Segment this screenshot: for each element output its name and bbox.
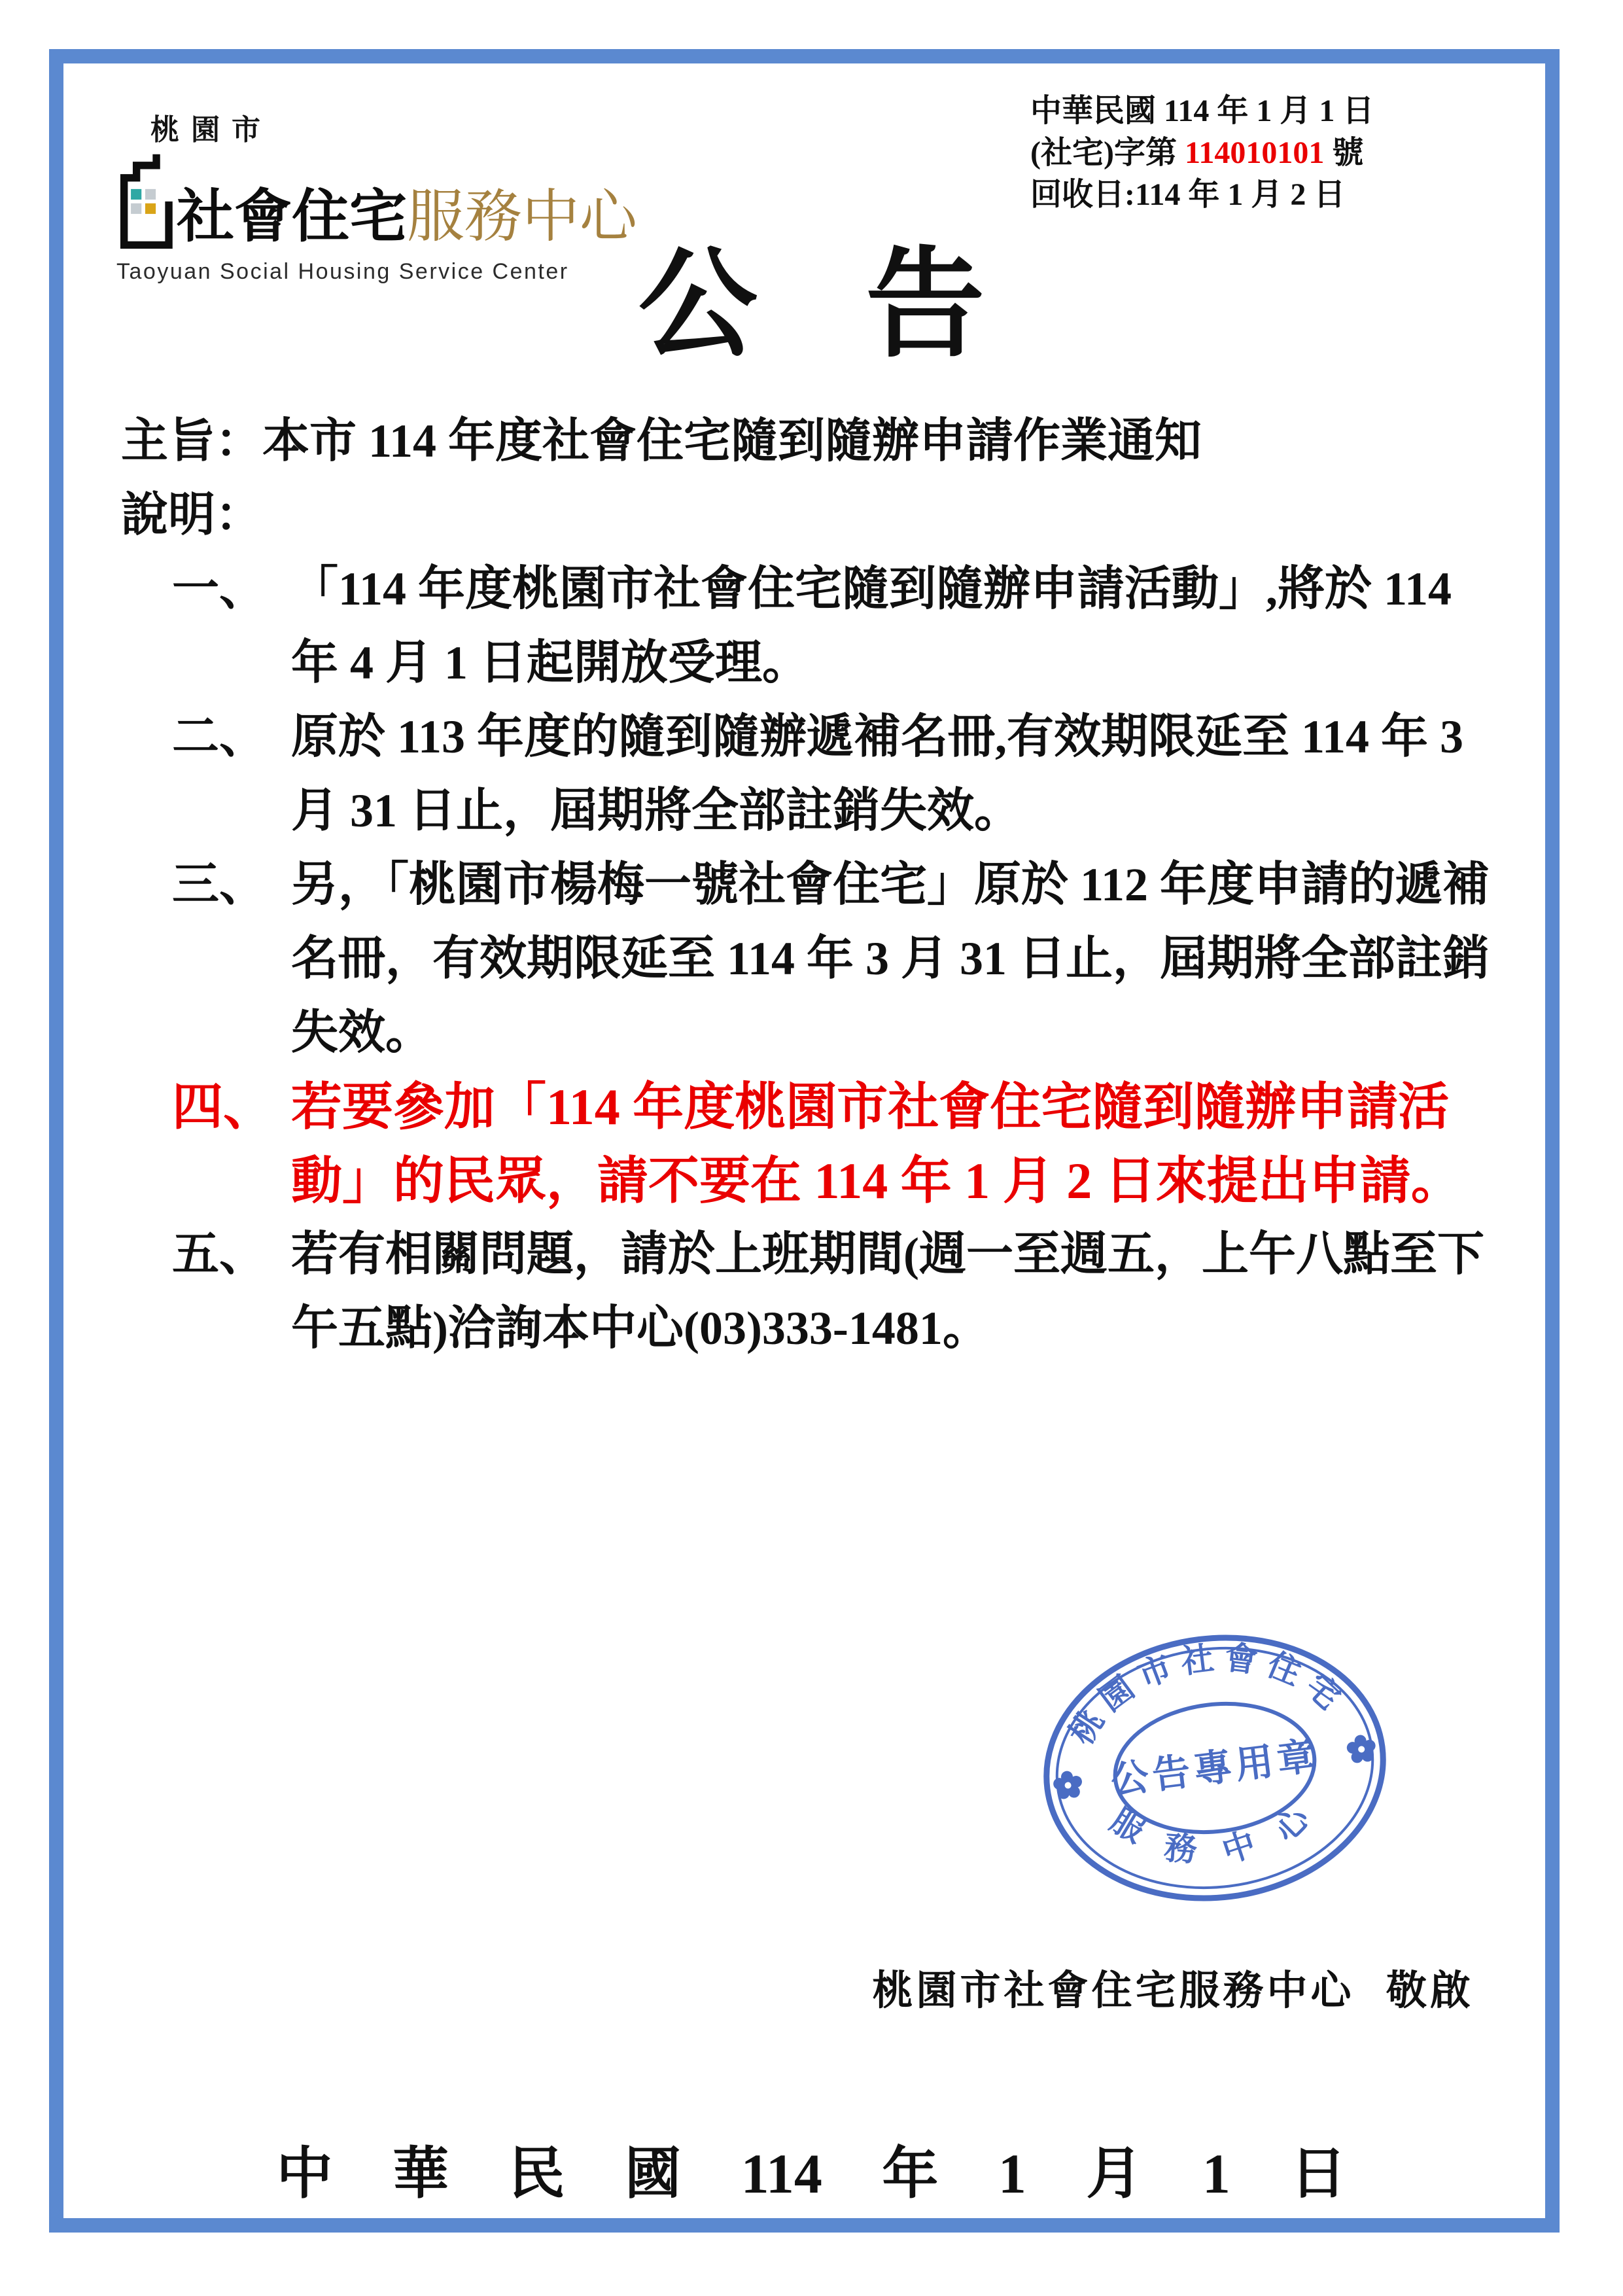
notice-item-4-highlighted <box>121 1070 1503 1218</box>
explanation-label: 說明： <box>121 489 263 541</box>
notice-item-1 <box>121 552 1503 700</box>
logo-main-row <box>116 150 637 250</box>
item-text: 若有相關問題，請於上班期間(週一至週五，上午八點至下午五點)洽詢本中心(03)333-1481。 <box>291 1228 1484 1354</box>
stamp-arc-bottom-text: 服務中心 <box>1104 1778 1338 1871</box>
stamp-arc-top-text: 桃園市社會住宅 <box>1062 1638 1354 1751</box>
recall-date-line: 回收日:114 年 1 月 2 日 <box>1030 177 1346 212</box>
subject-line: 主旨：本市 114 年度社會住宅隨到隨辦申請作業通知 <box>121 415 1202 467</box>
building-icon <box>116 150 173 250</box>
official-stamp <box>1020 1607 1410 1929</box>
logo-square-gray-2 <box>131 203 141 214</box>
footer-date: 中 華 民 國 114 年 1 月 1 日 <box>276 2142 1347 2205</box>
logo-square-gold <box>145 203 156 214</box>
notice-item-2 <box>121 700 1503 848</box>
notice-item-3 <box>121 848 1503 1070</box>
item-text: 若要參加「114 年度桃園市社會住宅隨到隨辦申請活動」的民眾，請不要在 114 年 1 月 2 日來提出申請。 <box>291 1078 1462 1209</box>
notice-item-5 <box>121 1218 1503 1366</box>
item-text: 另，「桃園市楊梅一號社會住宅」原於 112 年度申請的遞補名冊，有效期限延至 114 年 3 月 31 日止，屆期將全部註銷失效。 <box>291 858 1490 1059</box>
announcement-body <box>121 404 1503 1366</box>
item-number: 四、 <box>172 1078 275 1135</box>
document-number-value: 114010101 <box>1184 135 1325 170</box>
logo-square-teal <box>131 189 141 200</box>
logo-square-gray-1 <box>145 189 156 200</box>
stamp-center-text: 公告專用章 <box>1108 1734 1321 1803</box>
logo-name-secondary: 服務中心 <box>407 186 638 250</box>
item-number: 二、 <box>172 711 267 763</box>
item-number: 三、 <box>172 858 267 911</box>
logo-english: Taoyuan Social Housing Service Center <box>116 259 569 284</box>
document-info <box>1030 90 1374 216</box>
page-title: 公 告 <box>638 240 985 372</box>
closing-signature: 桃園市社會住宅服務中心 敬啟 <box>872 1969 1474 2013</box>
document-number-line <box>1030 132 1374 174</box>
item-text: 原於 113 年度的隨到隨辦遞補名冊,有效期限延至 114 年 3 月 31 日止，屆期將全部註銷失效。 <box>291 711 1464 837</box>
document-number-suffix: 號 <box>1324 135 1364 170</box>
item-text: 「114 年度桃園市社會住宅隨到隨辦申請活動」,將於 114 年 4 月 1 日起開放受理。 <box>291 563 1452 689</box>
document-date-line: 中華民國 114 年 1 月 1 日 <box>1030 94 1374 128</box>
logo-name-primary: 社會住宅 <box>177 186 408 250</box>
item-number: 一、 <box>172 563 267 615</box>
document-number-prefix: (社宅)字第 <box>1030 135 1185 170</box>
logo-city-label: 桃園市 <box>150 114 272 146</box>
item-number: 五、 <box>172 1228 267 1280</box>
